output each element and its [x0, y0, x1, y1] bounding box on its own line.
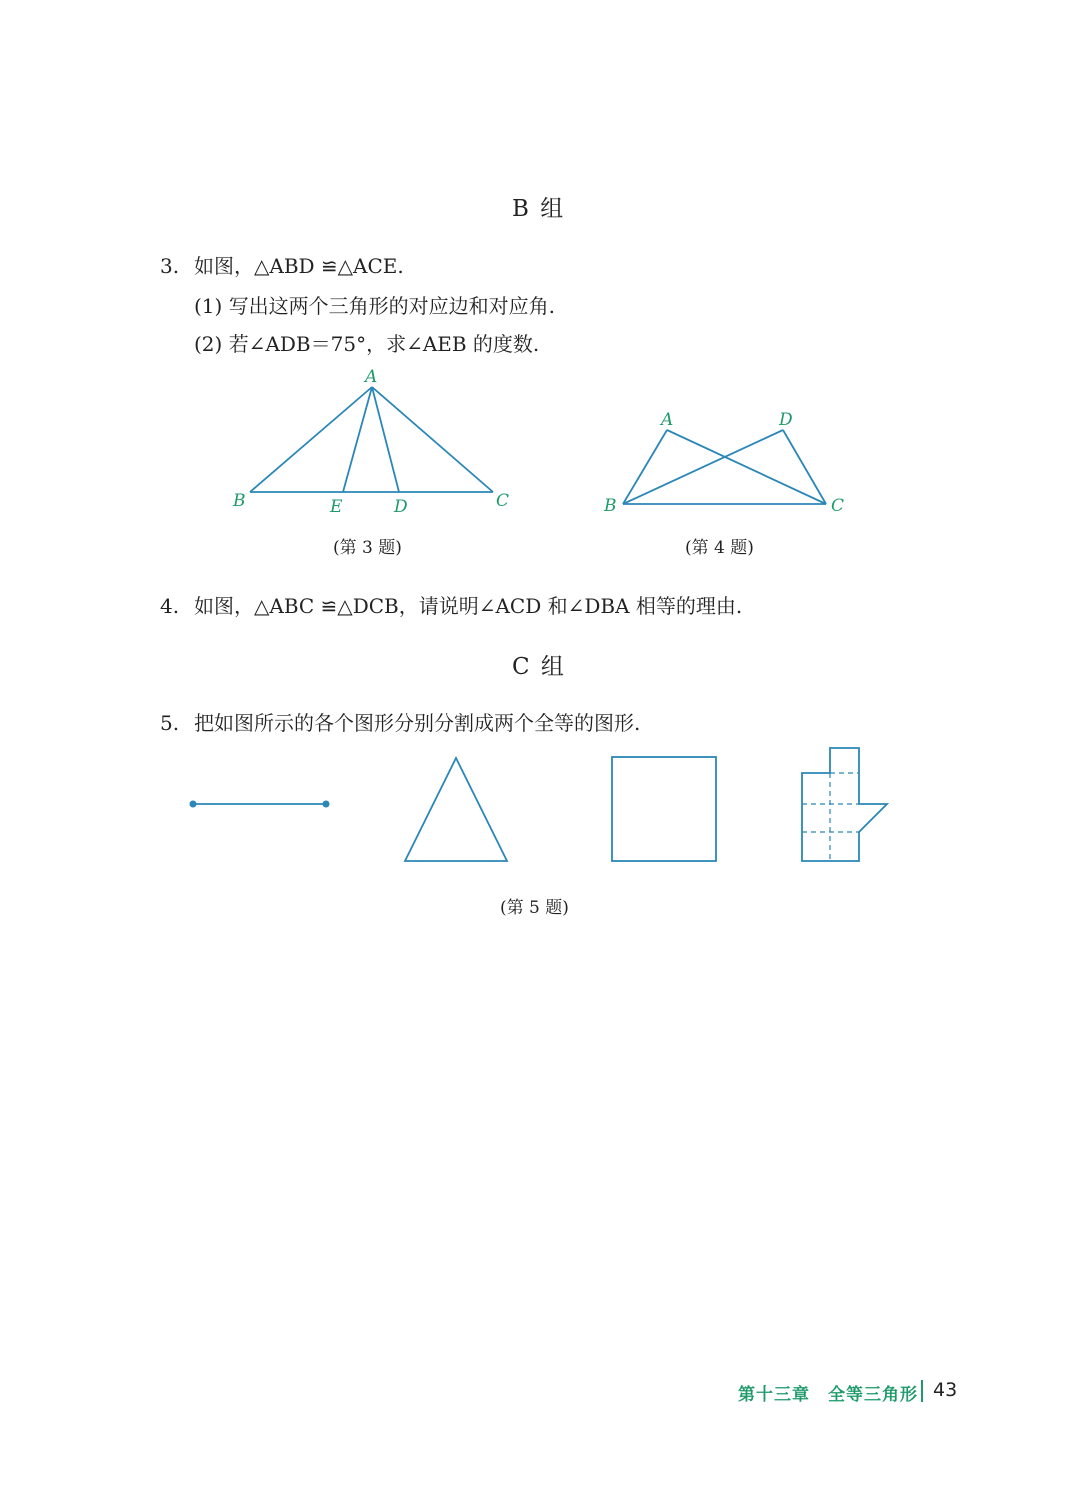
question-5 [160, 707, 640, 736]
question-3 [160, 250, 404, 279]
question-3-sub2: (2) 若∠ADB＝75°，求∠AEB 的度数. [194, 332, 540, 356]
fig4-label-B: B [604, 496, 617, 516]
fig5-composite-shape [802, 748, 887, 861]
fig5-triangle [405, 758, 507, 861]
fig4-label-A: A [661, 410, 674, 430]
figure-5-caption: (第 5 题) [500, 898, 569, 918]
question-3-text: 如图，△ABD ≌△ACE. [194, 254, 404, 278]
figure-3 [220, 360, 530, 525]
figure-4 [595, 400, 860, 525]
fig4-side-AC [667, 430, 826, 504]
section-c-title: C 组 [512, 654, 566, 680]
fig3-segment-AD [372, 387, 399, 492]
fig3-label-A: A [365, 367, 378, 387]
fig3-side-AC [372, 387, 493, 492]
section-b-title: B 组 [512, 196, 566, 222]
fig3-label-B: B [233, 491, 246, 511]
question-5-text: 把如图所示的各个图形分别分割成两个全等的图形. [194, 711, 641, 735]
footer-divider [921, 1380, 923, 1402]
question-4 [160, 590, 742, 619]
fig3-label-E: E [330, 497, 343, 517]
figure-5 [180, 740, 900, 870]
question-4-text: 如图，△ABC ≌△DCB，请说明∠ACD 和∠DBA 相等的理由. [194, 594, 743, 618]
figure-4-caption: (第 4 题) [685, 538, 754, 558]
fig3-side-AB [250, 387, 372, 492]
fig3-segment-AE [343, 387, 372, 492]
fig4-label-D: D [779, 410, 793, 430]
figure-3-caption: (第 3 题) [333, 538, 402, 558]
fig5-segment [190, 801, 330, 808]
question-4-number: 4. [160, 594, 180, 618]
fig5-square [612, 757, 716, 861]
fig3-label-D: D [394, 497, 408, 517]
footer-chapter-title: 第十三章 全等三角形 [738, 1385, 918, 1405]
fig4-label-C: C [831, 496, 845, 516]
footer-page-number: 43 [933, 1379, 958, 1401]
fig4-side-BD [623, 430, 783, 504]
question-3-sub1: (1) 写出这两个三角形的对应边和对应角. [194, 294, 556, 318]
question-5-number: 5. [160, 711, 180, 735]
fig4-side-DC [783, 430, 826, 504]
fig3-label-C: C [496, 491, 510, 511]
question-3-number: 3. [160, 254, 180, 278]
